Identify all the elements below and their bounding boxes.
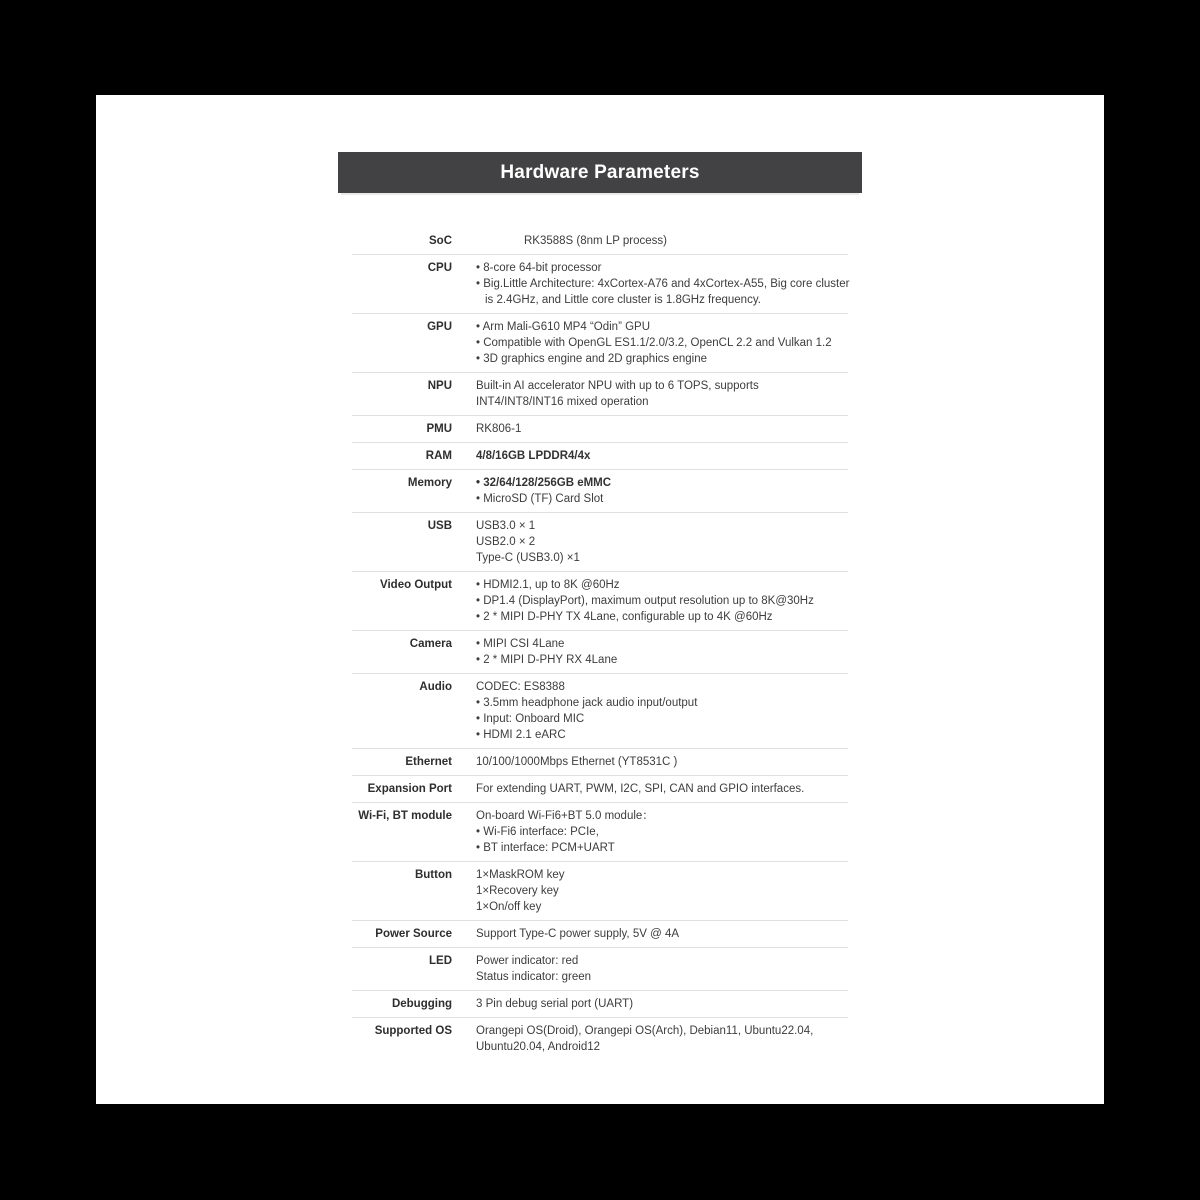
- spec-value: [452, 867, 848, 915]
- spec-row: [352, 513, 848, 572]
- spec-value-line: • 2 * MIPI D-PHY RX 4Lane: [476, 654, 618, 666]
- spec-row: [352, 314, 848, 373]
- spec-label: Camera: [409, 638, 452, 650]
- spec-row: [352, 749, 848, 776]
- spec-label: Button: [414, 869, 452, 881]
- page-title: Hardware Parameters: [500, 161, 700, 183]
- spec-row: [352, 631, 848, 674]
- spec-value: [452, 260, 848, 308]
- spec-value-line: 4/8/16GB LPDDR4/4x: [476, 450, 591, 462]
- spec-table: [352, 228, 848, 1060]
- spec-value-line: • 8-core 64-bit processor: [476, 262, 602, 274]
- spec-value-line: Status indicator: green: [476, 971, 592, 983]
- spec-value: [452, 1023, 848, 1055]
- spec-value: [452, 953, 848, 985]
- spec-value-line: On-board Wi-Fi6+BT 5.0 module：: [476, 810, 654, 822]
- spec-row: [352, 803, 848, 862]
- spec-sheet: [96, 95, 1104, 1104]
- spec-row: [352, 470, 848, 513]
- spec-row: [352, 862, 848, 921]
- spec-value: [452, 448, 848, 464]
- spec-value-line: • HDMI2.1, up to 8K @60Hz: [476, 579, 620, 591]
- spec-value: [452, 319, 848, 367]
- spec-label: PMU: [426, 423, 452, 435]
- spec-value-line: Built-in AI accelerator NPU with up to 6 TOPS, supports: [476, 380, 759, 392]
- spec-row: [352, 921, 848, 948]
- spec-value-line: is 2.4GHz, and Little core cluster is 1.8GHz frequency.: [485, 294, 761, 306]
- spec-value: [452, 475, 848, 507]
- spec-row: [352, 228, 848, 255]
- spec-value: [452, 781, 848, 797]
- spec-label: GPU: [427, 321, 452, 333]
- spec-row: [352, 674, 848, 749]
- spec-label: Ethernet: [405, 756, 452, 768]
- spec-row: [352, 373, 848, 416]
- spec-value-line: Orangepi OS(Droid), Orangepi OS(Arch), Debian11, Ubuntu22.04,: [476, 1025, 814, 1037]
- spec-label: Video Output: [380, 579, 452, 591]
- spec-value-line: CODEC: ES8388: [476, 681, 565, 693]
- spec-value: [452, 636, 848, 668]
- spec-value-line: Power indicator: red: [476, 955, 579, 967]
- spec-value-line: • DP1.4 (DisplayPort), maximum output resolution up to 8K@30Hz: [476, 595, 814, 607]
- spec-value: [452, 926, 848, 942]
- spec-row: [352, 572, 848, 631]
- spec-value: [452, 378, 848, 410]
- spec-value-line: Ubuntu20.04, Android12: [476, 1041, 601, 1053]
- spec-value-line: • BT interface: PCM+UART: [476, 842, 615, 854]
- spec-value-line: USB3.0 × 1: [476, 520, 536, 532]
- spec-value-line: • 3D graphics engine and 2D graphics engine: [476, 353, 707, 365]
- spec-value-line: Support Type-C power supply, 5V @ 4A: [476, 928, 680, 940]
- spec-label: CPU: [427, 262, 452, 274]
- spec-label: Expansion Port: [367, 783, 452, 795]
- spec-value-line: • Wi-Fi6 interface: PCIe,: [476, 826, 599, 838]
- spec-value: [452, 577, 848, 625]
- spec-value-line: INT4/INT8/INT16 mixed operation: [476, 396, 649, 408]
- spec-value: [452, 808, 848, 856]
- spec-row: [352, 1018, 848, 1060]
- spec-label: SoC: [429, 235, 452, 247]
- spec-label: Debugging: [391, 998, 452, 1010]
- spec-row: [352, 255, 848, 314]
- spec-label: Wi-Fi, BT module: [358, 810, 452, 822]
- spec-label: Audio: [419, 681, 452, 693]
- spec-value-line: • 32/64/128/256GB eMMC: [476, 477, 612, 489]
- spec-value-line: 1×MaskROM key: [476, 869, 565, 881]
- spec-label: RAM: [425, 450, 452, 462]
- spec-value: [452, 421, 848, 437]
- spec-value-line: • 3.5mm headphone jack audio input/output: [476, 697, 698, 709]
- spec-value-line: For extending UART, PWM, I2C, SPI, CAN and GPIO interfaces.: [476, 783, 805, 795]
- spec-value-line: • 2 * MIPI D-PHY TX 4Lane, configurable up to 4K @60Hz: [476, 611, 773, 623]
- spec-label: USB: [427, 520, 452, 532]
- spec-row: [352, 991, 848, 1018]
- spec-row: [352, 416, 848, 443]
- spec-label: LED: [429, 955, 452, 967]
- spec-value-line: • MicroSD (TF) Card Slot: [476, 493, 604, 505]
- spec-value: [452, 518, 848, 566]
- spec-value-line: 10/100/1000Mbps Ethernet (YT8531C ): [476, 756, 678, 768]
- spec-value-line: 3 Pin debug serial port (UART): [476, 998, 634, 1010]
- spec-label: Power Source: [375, 928, 452, 940]
- spec-label: NPU: [427, 380, 452, 392]
- spec-value-line: RK3588S (8nm LP process): [524, 235, 667, 247]
- spec-value-line: • Input: Onboard MIC: [476, 713, 585, 725]
- spec-row: [352, 776, 848, 803]
- spec-value-line: • Compatible with OpenGL ES1.1/2.0/3.2, OpenCL 2.2 and Vulkan 1.2: [476, 337, 832, 349]
- spec-value-line: 1×On/off key: [476, 901, 542, 913]
- spec-value-line: RK806-1: [476, 423, 522, 435]
- spec-value-line: USB2.0 × 2: [476, 536, 536, 548]
- spec-value: [452, 679, 848, 743]
- spec-value-line: • Big.Little Architecture: 4xCortex-A76 and 4xCortex-A55, Big core cluster: [476, 278, 850, 290]
- spec-value-line: • MIPI CSI 4Lane: [476, 638, 565, 650]
- spec-label: Supported OS: [374, 1025, 452, 1037]
- spec-label: Memory: [407, 477, 452, 489]
- spec-row: [352, 443, 848, 470]
- title-bar: [338, 152, 862, 193]
- spec-value: [452, 233, 848, 249]
- spec-row: [352, 948, 848, 991]
- spec-value-line: • Arm Mali-G610 MP4 “Odin” GPU: [476, 321, 651, 333]
- spec-value-line: 1×Recovery key: [476, 885, 559, 897]
- spec-value: [452, 996, 848, 1012]
- spec-value-line: • HDMI 2.1 eARC: [476, 729, 566, 741]
- spec-value: [452, 754, 848, 770]
- spec-value-line: Type-C (USB3.0) ×1: [476, 552, 580, 564]
